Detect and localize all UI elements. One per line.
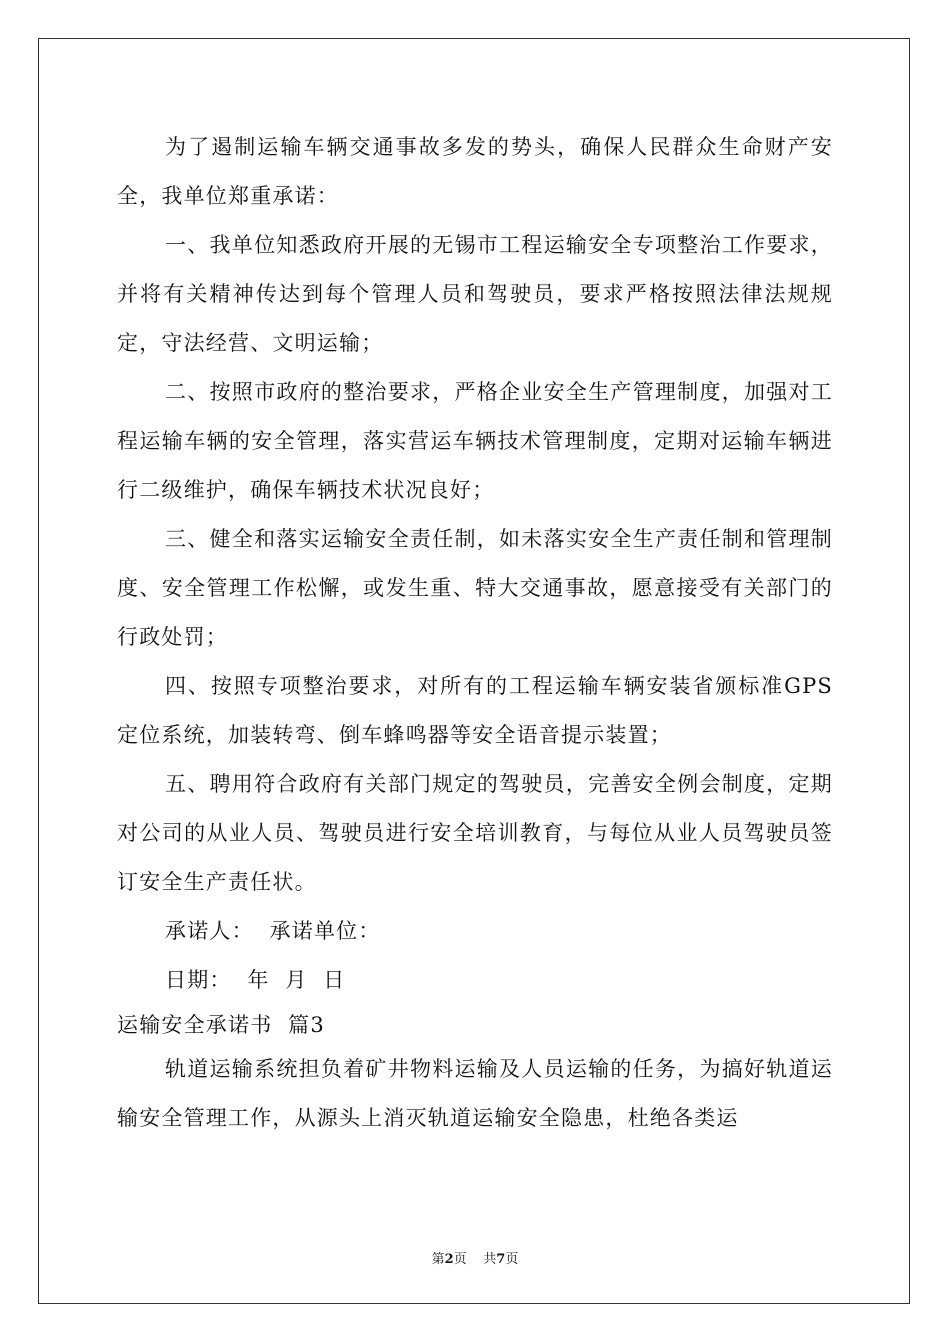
section-paragraph: 轨道运输系统担负着矿井物料运输及人员运输的任务，为搞好轨道运输安全管理工作，从源头上消灭轨道运输安全隐患，杜绝各类运 <box>117 1057 833 1130</box>
footer-page-number: 2 <box>444 1252 454 1267</box>
footer-total-number: 7 <box>496 1252 506 1267</box>
section-heading: 运输安全承诺书 篇3 <box>117 1013 325 1037</box>
footer-total-prefix: 共 <box>483 1252 497 1267</box>
paragraph-item-3: 三、健全和落实运输安全责任制，如未落实安全生产责任制和管理制度、安全管理工作松懈，或发生重、特大交通事故，愿意接受有关部门的行政处罚； <box>117 527 833 649</box>
signature-date: 日期： 年 月 日 <box>165 968 346 992</box>
document-body <box>117 123 833 1143</box>
paragraph-item-4: 四、按照专项整治要求，对所有的工程运输车辆安装省颁标准GPS定位系统，加装转弯、倒车蜂鸣器等安全语音提示装置； <box>117 674 833 747</box>
footer-page-suffix: 页 <box>453 1252 467 1267</box>
footer-total-suffix: 页 <box>505 1252 519 1267</box>
paragraph-item-1: 一、我单位知悉政府开展的无锡市工程运输安全专项整治工作要求，并将有关精神传达到每个管理人员和驾驶员，要求严格按照法律法规规定，守法经营、文明运输； <box>117 233 833 355</box>
paragraph-item-2: 二、按照市政府的整治要求，严格企业安全生产管理制度，加强对工程运输车辆的安全管理，落实营运车辆技术管理制度，定期对运输车辆进行二级维护，确保车辆技术状况良好； <box>117 380 833 502</box>
footer-page-prefix: 第 <box>431 1252 445 1267</box>
signature-promisor: 承诺人： 承诺单位： <box>165 919 381 943</box>
page-footer <box>0 1248 950 1267</box>
paragraph-item-5: 五、聘用符合政府有关部门规定的驾驶员，完善安全例会制度，定期对公司的从业人员、驾驶员进行安全培训教育，与每位从业人员驾驶员签订安全生产责任状。 <box>117 772 833 894</box>
paragraph-intro: 为了遏制运输车辆交通事故多发的势头，确保人民群众生命财产安全，我单位郑重承诺： <box>117 135 833 208</box>
